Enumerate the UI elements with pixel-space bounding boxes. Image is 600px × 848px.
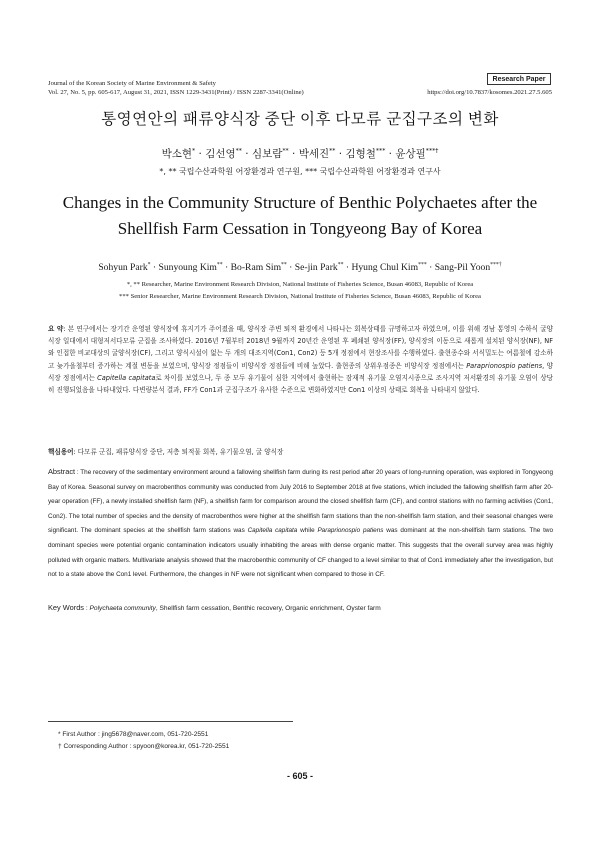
korean-abstract-label: 요 약: [48, 325, 64, 333]
keyword-italic: Polychaeta community: [89, 605, 156, 612]
korean-abstract: [48, 323, 553, 396]
page-number: - 605 -: [286, 771, 313, 781]
english-abstract-text: while: [297, 527, 318, 535]
author-name: 박소현: [161, 148, 193, 160]
author-mark: ***: [418, 261, 427, 268]
korean-keywords: [48, 446, 553, 456]
korean-authors: [0, 146, 600, 161]
author-separator: ·: [286, 262, 295, 273]
english-abstract: [48, 465, 553, 583]
korean-title: 통영연안의 패류양식장 중단 이후 다모류 군집구조의 변화: [101, 111, 499, 128]
author-name: 김형철: [345, 148, 376, 160]
corresponding-author-footnote: † Corresponding Author : spyoon@korea.kr, 051-720-2551: [58, 743, 230, 750]
author-mark: **: [235, 147, 242, 155]
author-separator: ·: [385, 148, 396, 160]
author-separator: ·: [222, 262, 231, 273]
author-separator: ·: [241, 148, 252, 160]
author-separator: ·: [195, 148, 206, 160]
author-name: 박세진: [298, 148, 330, 160]
english-abstract-text: : The recovery of the sedimentary environment around a fallowing shellfish farm during its rest period after 20 years of long-running operation, was explored in Tongyeong Bay of Korea. Seasonal survey on macrobenthos community was conducted from July 2016 to September 2018 at five stations, which included the fallowing shellfish farm after 20-year operation (FF), a newly installed shellfish farm (NF), a shellfish farm for comparison around the closed shellfish farm (CF), and control stations with no farming activities (Con1, Con2). The total number of species and the density of macrobenthos were higher at the shellfish farm stations than the non-shellfish farm station, and their seasonal changes were significant. The dominant species at the shellfish farm stations was: [48, 469, 553, 535]
footnote-divider: [48, 721, 293, 722]
author-mark: **: [216, 261, 223, 268]
research-paper-badge: Research Paper: [487, 73, 551, 85]
author-mark: ***†: [490, 261, 502, 268]
journal-name: Journal of the Korean Society of Marine Environment & Safety: [48, 80, 216, 87]
english-affiliation-1: *, ** Researcher, Marine Environment Research Division, National Institute of Fisheries Science, Busan 46083, Republic of Korea: [126, 281, 474, 288]
english-authors: [0, 262, 600, 273]
english-title-line2: Shellfish Farm Cessation in Tongyeong Bay of Korea: [117, 219, 483, 238]
author-mark: *: [147, 261, 151, 268]
author-name: 심보람: [251, 148, 283, 160]
author-name: Sohyun Park: [98, 262, 148, 273]
species-name: Capitella capitata: [97, 373, 156, 382]
english-title: [0, 190, 600, 242]
author-mark: **: [281, 261, 287, 268]
korean-keywords-text: : 다모류 군집, 패류양식장 중단, 저층 퇴적물 회복, 유기물오염, 굴 양식장: [73, 448, 284, 456]
author-separator: ·: [150, 262, 159, 273]
keywords-separator: :: [84, 605, 90, 612]
english-keywords-text: , Shellfish farm cessation, Benthic recovery, Organic enrichment, Oyster farm: [155, 605, 381, 612]
doi-link[interactable]: https://doi.org/10.7837/kosomes.2021.27.5.605: [427, 89, 552, 96]
english-keywords: [48, 603, 553, 612]
author-name: Sunyoung Kim: [158, 262, 217, 273]
korean-affiliation: *, ** 국립수산과학원 어장환경과 연구원, *** 국립수산과학원 어장환경과 연구사: [159, 167, 441, 176]
author-name: Bo-Ram Sim: [230, 262, 282, 273]
author-name: Sang-Pil Yoon: [434, 262, 491, 273]
english-keywords-label: Key Words: [48, 603, 85, 612]
korean-abstract-text: 로 차이를 보였으나, 두 종 모두 유기물이 심한 지역에서 출현하는 잠재적 유기물 오염지시종으로 조사지역 저서환경의 유기물 오염이 상당히 진행되었음을 나타내었다. 다변량분석 결과, FF가 Con1과 군집구조가 유사한 수준으로 변화하였지만 Con1 이상의 상태로 회복을 나타내지 않았다.: [48, 373, 553, 395]
korean-abstract-text: : 본 연구에서는 장기간 운영된 양식장에 휴지기가 주어졌을 때, 양식장 주변 퇴적 환경에서 나타나는 회복상태를 규명하고자 하였으며, 이를 위해 경남 통영의 수하식 굴양식장 일대에서 대형저서다모류 군집을 조사하였다. 2016년 7월부터 2018년 9월까지 20년간 운영된 후 폐쇄된 양식장(FF), 양식장의 이동으로 새롭게 설치된 양식장(NF), NF와 인접한 비교대상의 굴양식장(CF), 그리고 양식시설이 없는 두 개의 대조지역(Con1, Con2) 등 5개 정점에서 현장조사를 수행하였다. 출현종수와 서식밀도는 여름철에 감소하고 늦가을철부터 증가하는 계절 변동을 보였으며, 양식장 정점들이 비양식장 정점들에 비해 높았다. 출현종의 상위우점종은 비양식장 정점에서는: [48, 325, 553, 370]
journal-volume: Vol. 27, No. 5, pp. 605-617, August 31, 2021, ISSN 1229-3431(Print) / ISSN 2287-3341(Online): [48, 89, 304, 96]
korean-keywords-label: 핵심용어: [48, 448, 74, 456]
author-mark: **: [282, 147, 289, 155]
author-name: 윤상필: [395, 148, 426, 160]
species-name: Paraprionospio patiens: [466, 361, 543, 370]
author-mark: ***: [375, 147, 386, 155]
author-name: Hyung Chul Kim: [351, 262, 419, 273]
species-name: Capitella capitata: [247, 527, 298, 535]
english-abstract-label: Abstract: [48, 467, 76, 476]
author-separator: ·: [335, 148, 346, 160]
author-mark: ***†: [425, 147, 439, 155]
english-affiliation-2: *** Senior Researcher, Marine Environment Research Division, National Institute of Fisheries Science, Busan 46083, Republic of Korea: [119, 293, 481, 300]
author-separator: ·: [343, 262, 352, 273]
author-separator: ·: [426, 262, 435, 273]
author-separator: ·: [288, 148, 299, 160]
first-author-footnote: * First Author : jing5678@naver.com, 051-720-2551: [58, 731, 209, 738]
english-abstract-text: was dominant at the non-shellfish farm stations. The two dominant species were potential organic contamination indicators usually inhabiting the areas with dense organic matter. This suggests that the overall survey area was highly polluted with organic matters. Multivariate analysis showed that the macrobenthic community of CF changed to a level similar to that of Con1 immediately after the investigation, but not to a state above the Con1 level. Furthermore, the changes in NF were not significant when compared to those in CF.: [48, 527, 554, 579]
author-name: Se-jin Park: [294, 262, 338, 273]
author-mark: *: [192, 147, 196, 155]
author-name: 김선영: [205, 148, 236, 160]
author-mark: **: [329, 147, 336, 155]
author-mark: **: [337, 261, 344, 268]
korean-abstract-text: , 양식장 정점에서는: [48, 361, 553, 382]
species-name: Paraprionospio patiens: [317, 527, 384, 535]
english-title-line1: Changes in the Community Structure of Benthic Polychaetes after the: [62, 193, 538, 212]
